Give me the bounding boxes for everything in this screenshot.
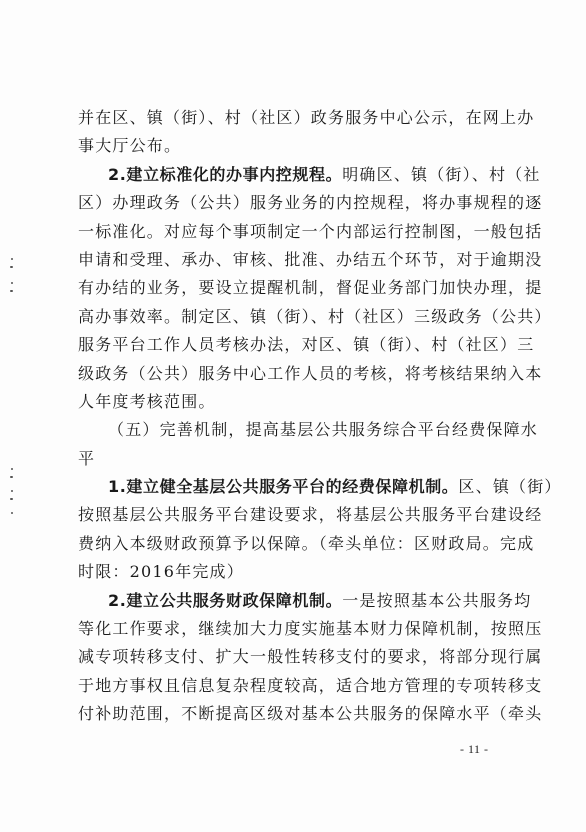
- binding-dot: [11, 468, 13, 470]
- line-text: 明确区、镇（街）、村（社: [342, 164, 541, 184]
- line-text: 服务平台工作人员考核办法，对区、镇（街）、村（社区）三: [78, 335, 535, 355]
- line-text: 人年度考核范围。: [78, 391, 216, 411]
- line-text: 一标准化。对应每个事项制定一个内部运行控制图，一般包括: [78, 221, 543, 241]
- binding-dot: [11, 512, 13, 514]
- line-text: 申请和受理、承办、审核、批准、办结五个环节，对于逾期没: [78, 249, 543, 269]
- line-text: （五）完善机制，提高基层公共服务综合平台经费保障水: [108, 420, 539, 440]
- bold-heading: 2.建立标准化的办事内控规程。: [108, 164, 343, 184]
- text-line: [78, 303, 552, 331]
- document-body: [78, 104, 562, 729]
- binding-dot: [10, 498, 13, 500]
- binding-dot: [11, 258, 13, 260]
- bold-heading: 2.建立公共服务财政保障机制。: [108, 590, 343, 610]
- line-text: 按照基层公共服务平台建设要求，将基层公共服务平台建设经: [78, 505, 543, 525]
- section-heading-line: [78, 587, 532, 615]
- line-text: 时限：2016年完成）: [78, 562, 244, 582]
- line-text: 平: [78, 448, 96, 468]
- text-line: [78, 643, 543, 671]
- text-line: [78, 700, 543, 728]
- section-heading-line: [78, 161, 541, 189]
- text-line: [78, 218, 543, 246]
- section-heading-line: [78, 473, 562, 501]
- line-text: 高办事效率。制定区、镇（街）、村（社区）三级政务（公共）: [78, 306, 552, 326]
- text-line: [78, 331, 535, 359]
- text-line: [78, 445, 514, 473]
- binding-dot: [10, 266, 13, 268]
- line-text: 区）办理政务（公共）服务业务的内控规程，将办事规程的逐: [78, 193, 543, 213]
- line-text: 级政务（公共）服务中心工作人员的考核，将考核结果纳入本: [78, 363, 543, 383]
- subsection-heading-line: [78, 416, 539, 444]
- line-text: 等化工作要求，继续加大力度实施基本财力保障机制，按照压: [78, 619, 543, 639]
- binding-dot: [10, 476, 13, 478]
- text-line: [78, 501, 543, 529]
- text-line: [78, 615, 543, 643]
- text-line: [78, 104, 535, 132]
- text-line: [78, 189, 543, 217]
- line-text: 于地方事权且信息复杂程度较高，适合地方管理的专项转移支: [78, 675, 543, 695]
- line-text: 费纳入本级财政预算予以保障。（牵头单位：区财政局。完成: [78, 533, 535, 553]
- binding-marks-top: [8, 258, 20, 298]
- text-line: [78, 274, 543, 302]
- bold-heading: 1.建立健全基层公共服务平台的经费保障机制。: [108, 477, 459, 497]
- text-line: [78, 558, 514, 586]
- line-text: 付补助范围，不断提高区级对基本公共服务的保障水平（牵头: [78, 704, 543, 724]
- text-line: [78, 246, 543, 274]
- binding-dot: [10, 290, 13, 292]
- text-line: [78, 672, 543, 700]
- line-text: 并在区、镇（街）、村（社区）政务服务中心公示，在网上办: [78, 108, 535, 127]
- binding-dot: [11, 490, 13, 492]
- line-text: 事大厅公布。: [78, 136, 182, 156]
- text-line: [78, 388, 514, 416]
- line-text: 一是按照基本公共服务均: [342, 590, 532, 610]
- text-line: [78, 360, 543, 388]
- binding-dot: [11, 282, 13, 284]
- page-number: - 11 -: [460, 742, 489, 756]
- binding-marks-bottom: [8, 468, 20, 520]
- text-line: [78, 530, 535, 558]
- line-text: 有办结的业务，要设立提醒机制，督促业务部门加快办理，提: [78, 278, 543, 298]
- line-text: 减专项转移支付、扩大一般性转移支付的要求，将部分现行属: [78, 647, 543, 667]
- text-line: [78, 132, 514, 160]
- line-text: 区、镇（街）: [458, 477, 562, 497]
